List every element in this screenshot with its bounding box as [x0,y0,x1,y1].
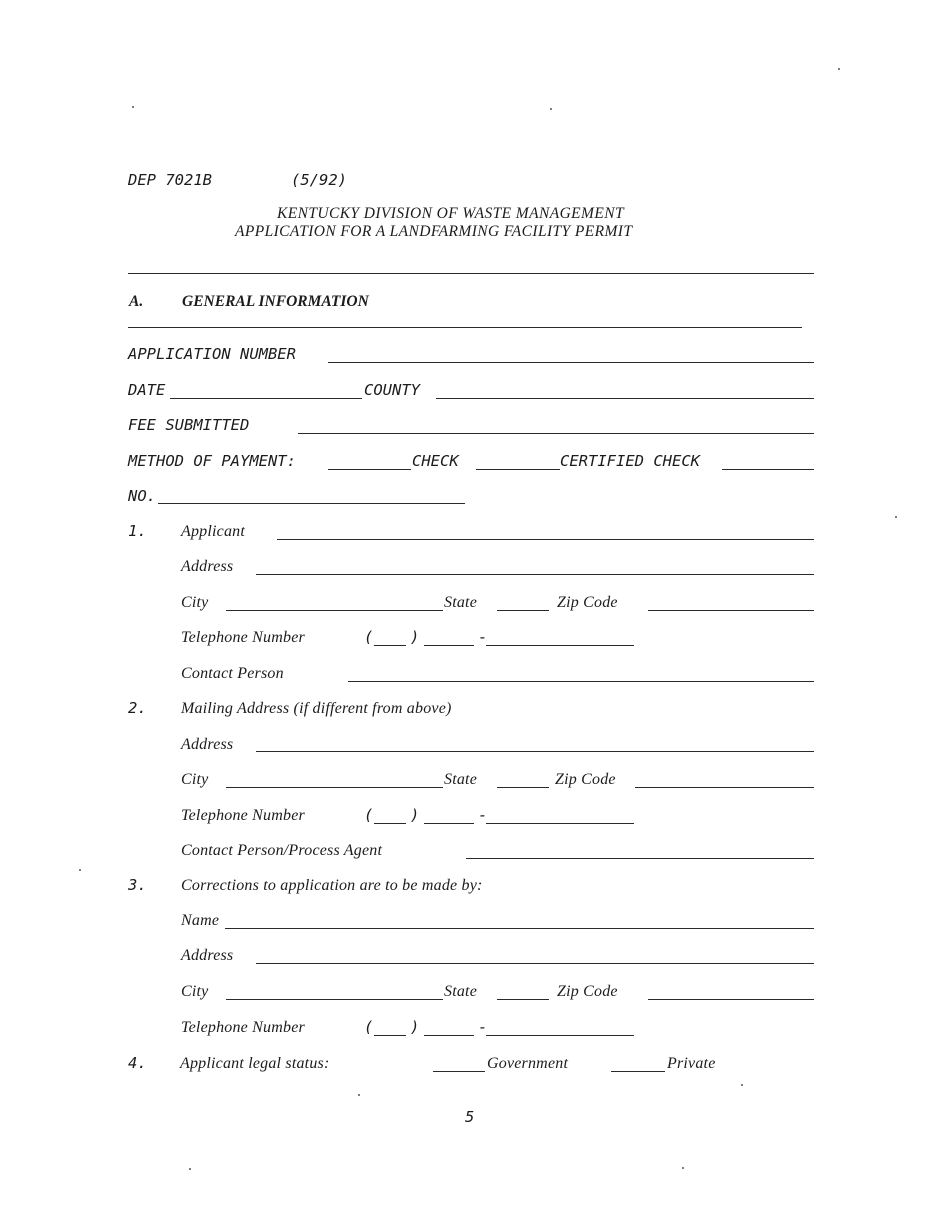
legal-status-label: Applicant legal status: [180,1055,330,1072]
check-label: CHECK [412,452,459,470]
corrections-city-field[interactable] [226,999,443,1000]
applicant-exchange-field[interactable] [424,645,474,646]
item-2-number: 2. [128,699,147,717]
private-option-label: Private [667,1055,716,1072]
mailing-state-field[interactable] [497,787,549,788]
mailing-telephone-close: ) [410,806,420,824]
scan-speck [838,68,840,70]
mailing-telephone-label: Telephone Number [181,807,305,824]
applicant-telephone-close: ) [410,628,420,646]
government-option-label: Government [487,1055,569,1072]
applicant-telephone-label: Telephone Number [181,629,305,646]
process-agent-label: Contact Person/Process Agent [181,842,383,859]
applicant-contact-label: Contact Person [181,665,284,682]
divider-section [128,327,802,328]
mailing-area-code-field[interactable] [374,823,406,824]
applicant-contact-field[interactable] [348,681,814,682]
fee-submitted-field[interactable] [298,433,814,434]
corrections-telephone-label: Telephone Number [181,1019,305,1036]
applicant-address-label: Address [181,558,234,575]
corrections-state-field[interactable] [497,999,549,1000]
check-number-field[interactable] [158,503,465,504]
date-field[interactable] [170,398,362,399]
applicant-area-code-field[interactable] [374,645,406,646]
scan-speck [79,869,81,871]
county-label: COUNTY [364,381,420,399]
corrections-zip-label: Zip Code [557,983,618,1000]
corrections-city-label: City [181,983,209,1000]
mailing-exchange-field[interactable] [424,823,474,824]
applicant-address-field[interactable] [256,574,814,575]
corrections-zip-field[interactable] [648,999,814,1000]
divider-top [128,273,814,274]
form-date: (5/92) [291,171,347,189]
applicant-state-field[interactable] [497,610,549,611]
item-4-number: 4. [128,1054,147,1072]
fee-submitted-label: FEE SUBMITTED [128,416,250,434]
certified-check-blank[interactable] [476,469,560,470]
mailing-address-title: Mailing Address (if different from above) [181,700,452,717]
process-agent-field[interactable] [466,858,814,859]
corrections-telephone-close: ) [410,1018,420,1036]
scan-speck [189,1168,191,1170]
method-of-payment-label: METHOD OF PAYMENT: [128,452,296,470]
application-number-label: APPLICATION NUMBER [128,345,296,363]
mailing-telephone-open: ( [364,806,374,824]
check-blank[interactable] [328,469,411,470]
corrections-address-field[interactable] [256,963,814,964]
corrections-state-label: State [444,983,477,1000]
page-number: 5 [465,1108,475,1126]
government-blank[interactable] [433,1071,485,1072]
mailing-line-number-field[interactable] [486,823,634,824]
county-field[interactable] [436,398,814,399]
scan-speck [550,108,552,110]
mailing-address-field[interactable] [256,751,814,752]
mailing-city-field[interactable] [226,787,443,788]
corrections-name-field[interactable] [225,928,814,929]
applicant-telephone-dash: - [478,628,488,646]
applicant-zip-label: Zip Code [557,594,618,611]
section-title: GENERAL INFORMATION [182,293,369,310]
date-label: DATE [128,381,166,399]
corrections-exchange-field[interactable] [424,1035,474,1036]
certified-check-tail-line [722,469,814,470]
mailing-address-label: Address [181,736,234,753]
corrections-address-label: Address [181,947,234,964]
title-line-2: APPLICATION FOR A LANDFARMING FACILITY PERMIT [235,223,633,240]
corrections-name-label: Name [181,912,220,929]
form-code: DEP 7021B [128,171,212,189]
corrections-title: Corrections to application are to be made by: [181,877,483,894]
mailing-state-label: State [444,771,477,788]
corrections-line-number-field[interactable] [486,1035,634,1036]
scan-speck [132,106,134,108]
applicant-zip-field[interactable] [648,610,814,611]
check-number-label: NO. [128,487,156,505]
item-1-number: 1. [128,522,147,540]
applicant-line-number-field[interactable] [486,645,634,646]
mailing-telephone-dash: - [478,806,488,824]
scan-speck [895,516,897,518]
applicant-label: Applicant [181,523,246,540]
corrections-telephone-open: ( [364,1018,374,1036]
mailing-city-label: City [181,771,209,788]
scan-speck [741,1084,743,1086]
corrections-area-code-field[interactable] [374,1035,406,1036]
certified-check-label: CERTIFIED CHECK [560,452,700,470]
scan-speck [358,1094,360,1096]
applicant-state-label: State [444,594,477,611]
applicant-telephone-open: ( [364,628,374,646]
applicant-field[interactable] [277,539,814,540]
applicant-city-field[interactable] [226,610,443,611]
mailing-zip-label: Zip Code [555,771,616,788]
mailing-zip-field[interactable] [635,787,814,788]
section-letter: A. [129,293,144,310]
scan-speck [682,1167,684,1169]
private-blank[interactable] [611,1071,665,1072]
title-line-1: KENTUCKY DIVISION OF WASTE MANAGEMENT [277,205,624,222]
application-number-field[interactable] [328,362,814,363]
applicant-city-label: City [181,594,209,611]
corrections-telephone-dash: - [478,1018,488,1036]
item-3-number: 3. [128,876,147,894]
